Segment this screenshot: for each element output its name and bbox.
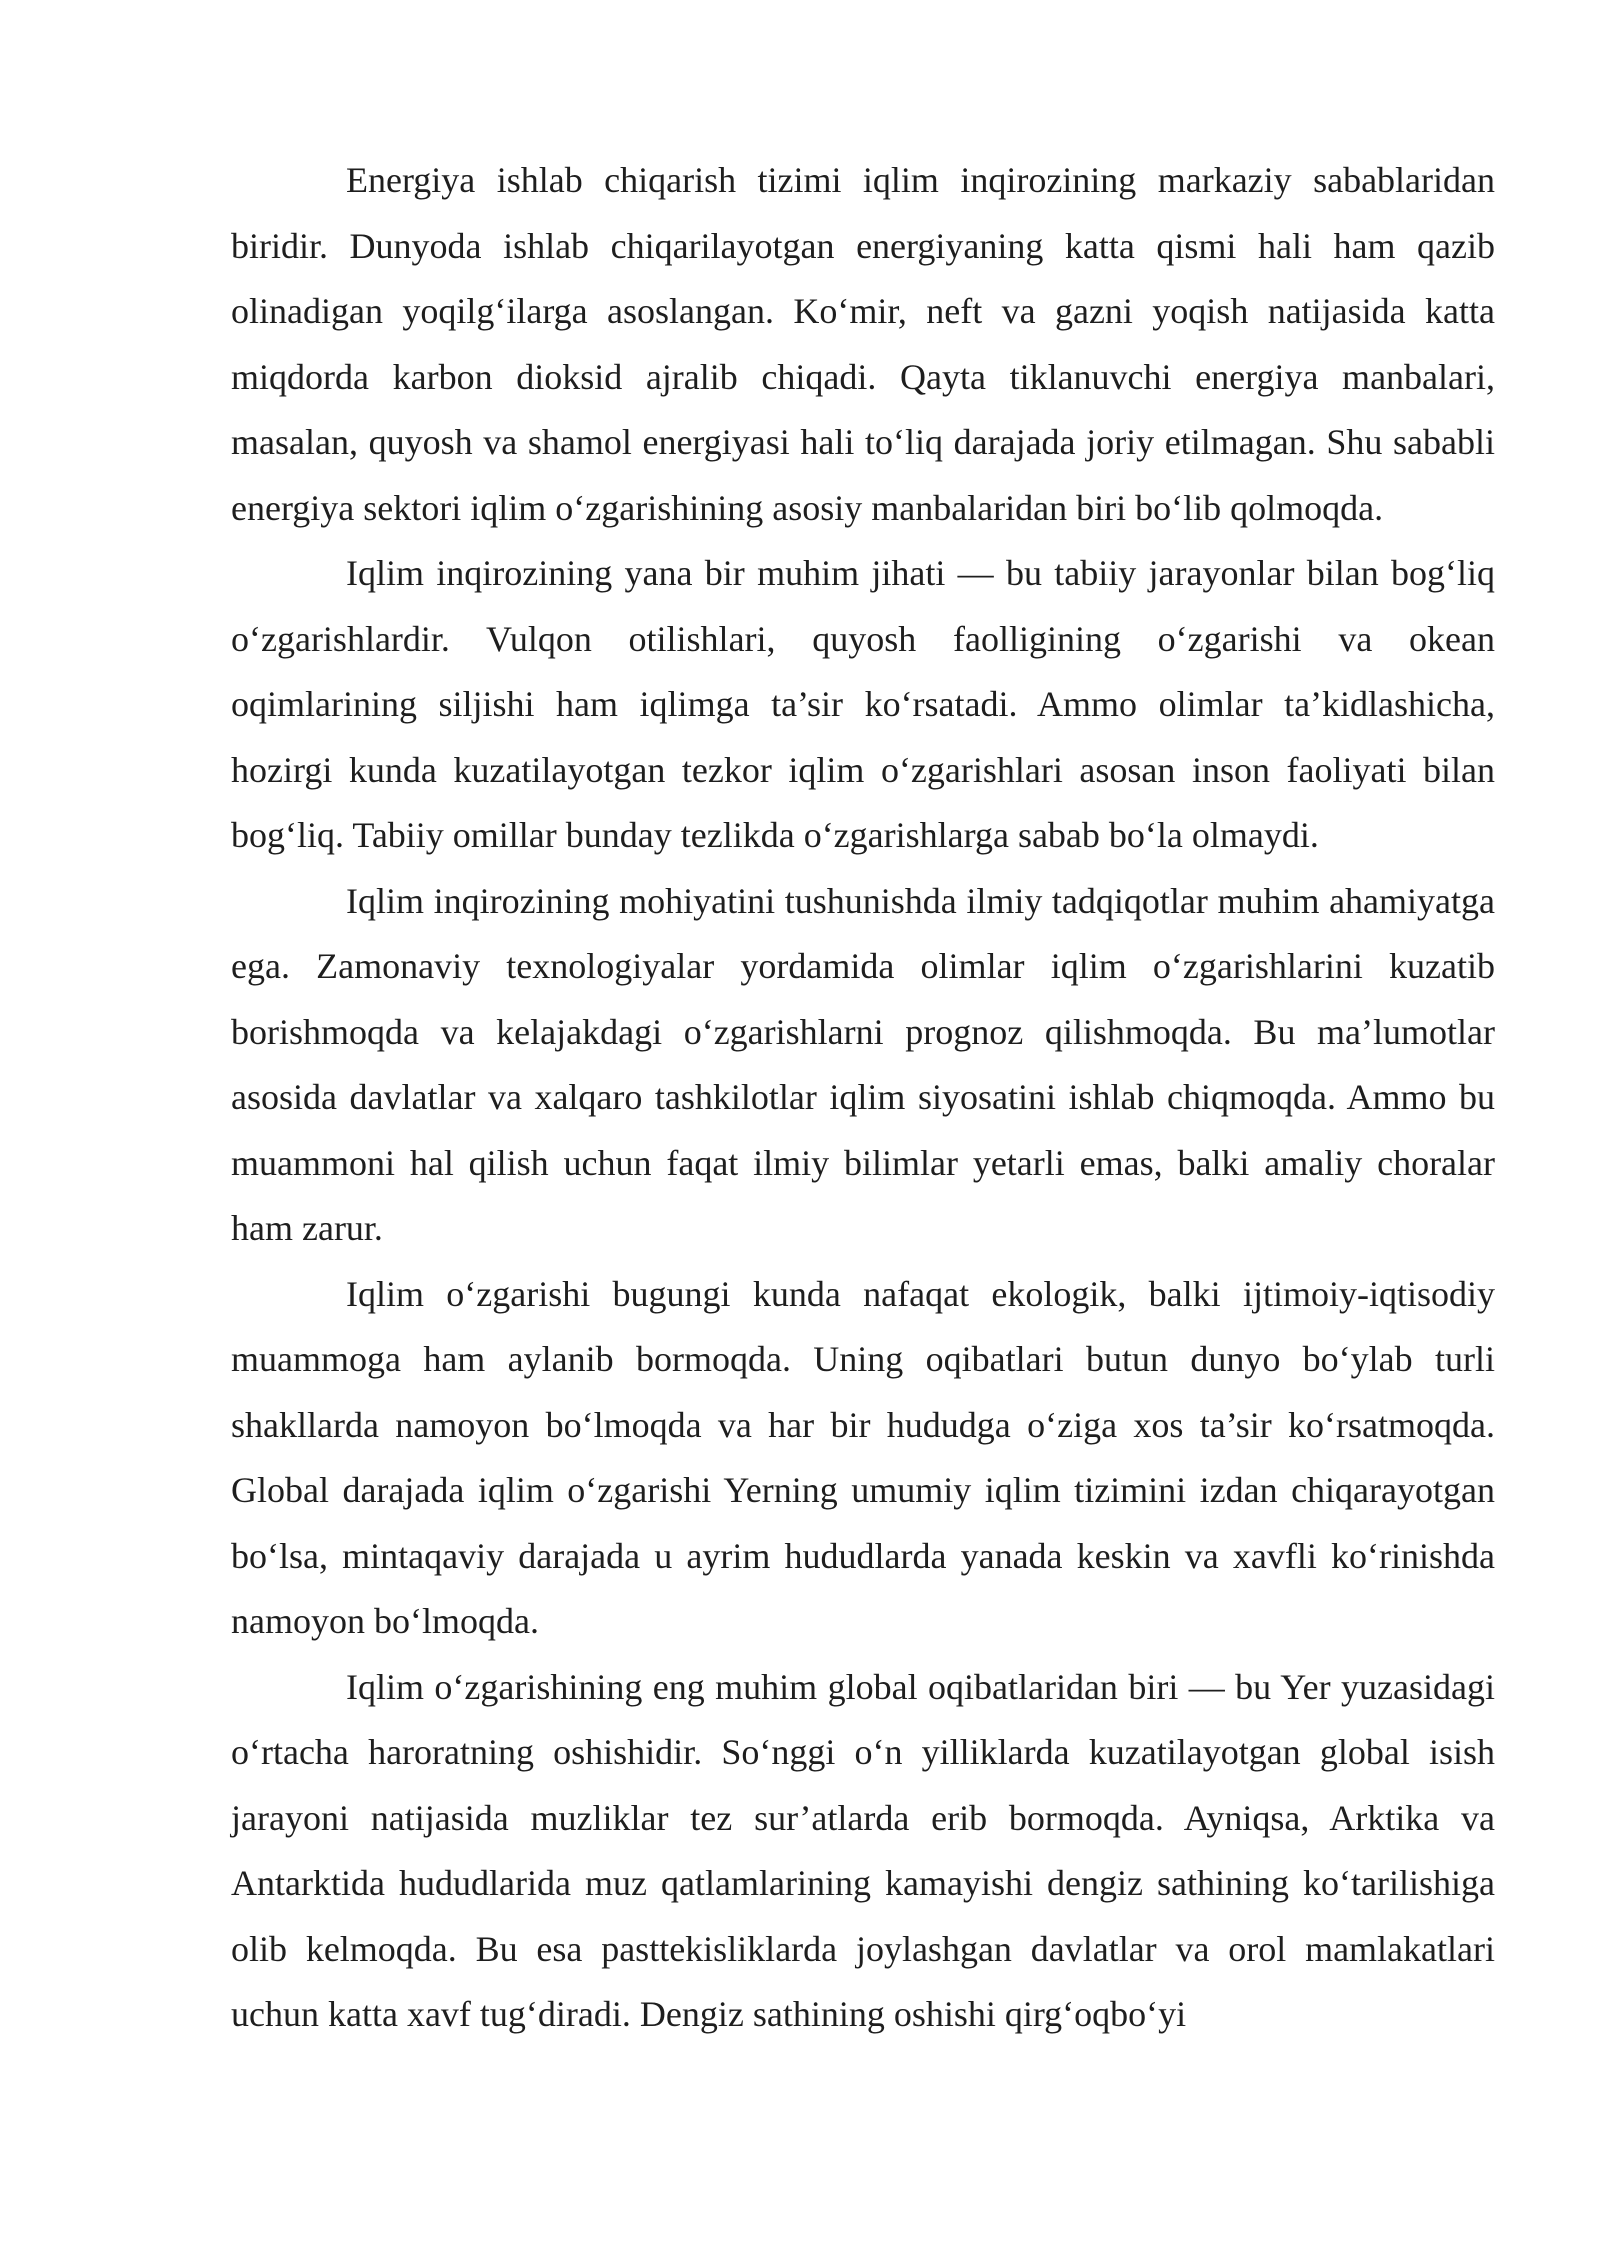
paragraph-energy-sector: Energiya ishlab chiqarish tizimi iqlim inqirozining markaziy sabablaridan biridir. Dunyoda ishlab chiqarilayotgan energiyaning katta qismi hali ham qazib olinadigan yoqilg‘ilarga asoslangan. Ko‘mir, neft va gazni yoqish natijasida katta miqdorda karbon dioksid ajralib chiqadi. Qayta tiklanuvchi energiya manbalari, masalan, quyosh va shamol energiyasi hali to‘liq darajada joriy etilmagan. Shu sababli energiya sektori iqlim o‘zgarishining asosiy manbalaridan biri bo‘lib qolmoqda. (231, 160, 1495, 528)
paragraph-socio-economic-impact: Iqlim o‘zgarishi bugungi kunda nafaqat ekologik, balki ijtimoiy-iqtisodiy muammoga ham aylanib bormoqda. Uning oqibatlari butun dunyo bo‘ylab turli shakllarda namoyon bo‘lmoqda va har bir hududga o‘ziga xos ta’sir ko‘rsatmoqda. Global darajada iqlim o‘zgarishi Yerning umumiy iqlim tizimini izdan chiqarayotgan bo‘lsa, mintaqaviy darajada u ayrim hududlarda yanada keskin va xavfli ko‘rinishda namoyon bo‘lmoqda. (231, 1273, 1495, 1641)
paragraph-global-warming-consequences: Iqlim o‘zgarishining eng muhim global oqibatlaridan biri — bu Yer yuzasidagi o‘rtacha haroratning oshishidir. So‘nggi o‘n yilliklarda kuzatilayotgan global isish jarayoni natijasida muzliklar tez sur’atlarda erib bormoqda. Ayniqsa, Arktika va Antarktida hududlarida muz qatlamlarining kamayishi dengiz sathining ko‘tarilishiga olib kelmoqda. Bu esa pasttekisliklarda joylashgan davlatlar va orol mamlakatlari uchun katta xavf tug‘diradi. Dengiz sathining oshishi qirg‘oqbo‘yi (231, 1666, 1495, 2034)
paragraph-scientific-research: Iqlim inqirozining mohiyatini tushunishda ilmiy tadqiqotlar muhim ahamiyatga ega. Zamonaviy texnologiyalar yordamida olimlar iqlim o‘zgarishlarini kuzatib borishmoqda va kelajakdagi o‘zgarishlarni prognoz qilishmoqda. Bu ma’lumotlar asosida davlatlar va xalqaro tashkilotlar iqlim siyosatini ishlab chiqmoqda. Ammo bu muammoni hal qilish uchun faqat ilmiy bilimlar yetarli emas, balki amaliy choralar ham zarur. (231, 880, 1495, 1248)
paragraph-natural-processes: Iqlim inqirozining yana bir muhim jihati — bu tabiiy jarayonlar bilan bog‘liq o‘zgarishlardir. Vulqon otilishlari, quyosh faolligining o‘zgarishi va okean oqimlarining siljishi ham iqlimga ta’sir ko‘rsatadi. Ammo olimlar ta’kidlashicha, hozirgi kunda kuzatilayotgan tezkor iqlim o‘zgarishlari asosan inson faoliyati bilan bog‘liq. Tabiiy omillar bunday tezlikda o‘zgarishlarga sabab bo‘la olmaydi. (231, 553, 1495, 855)
document-body (231, 148, 1495, 2048)
